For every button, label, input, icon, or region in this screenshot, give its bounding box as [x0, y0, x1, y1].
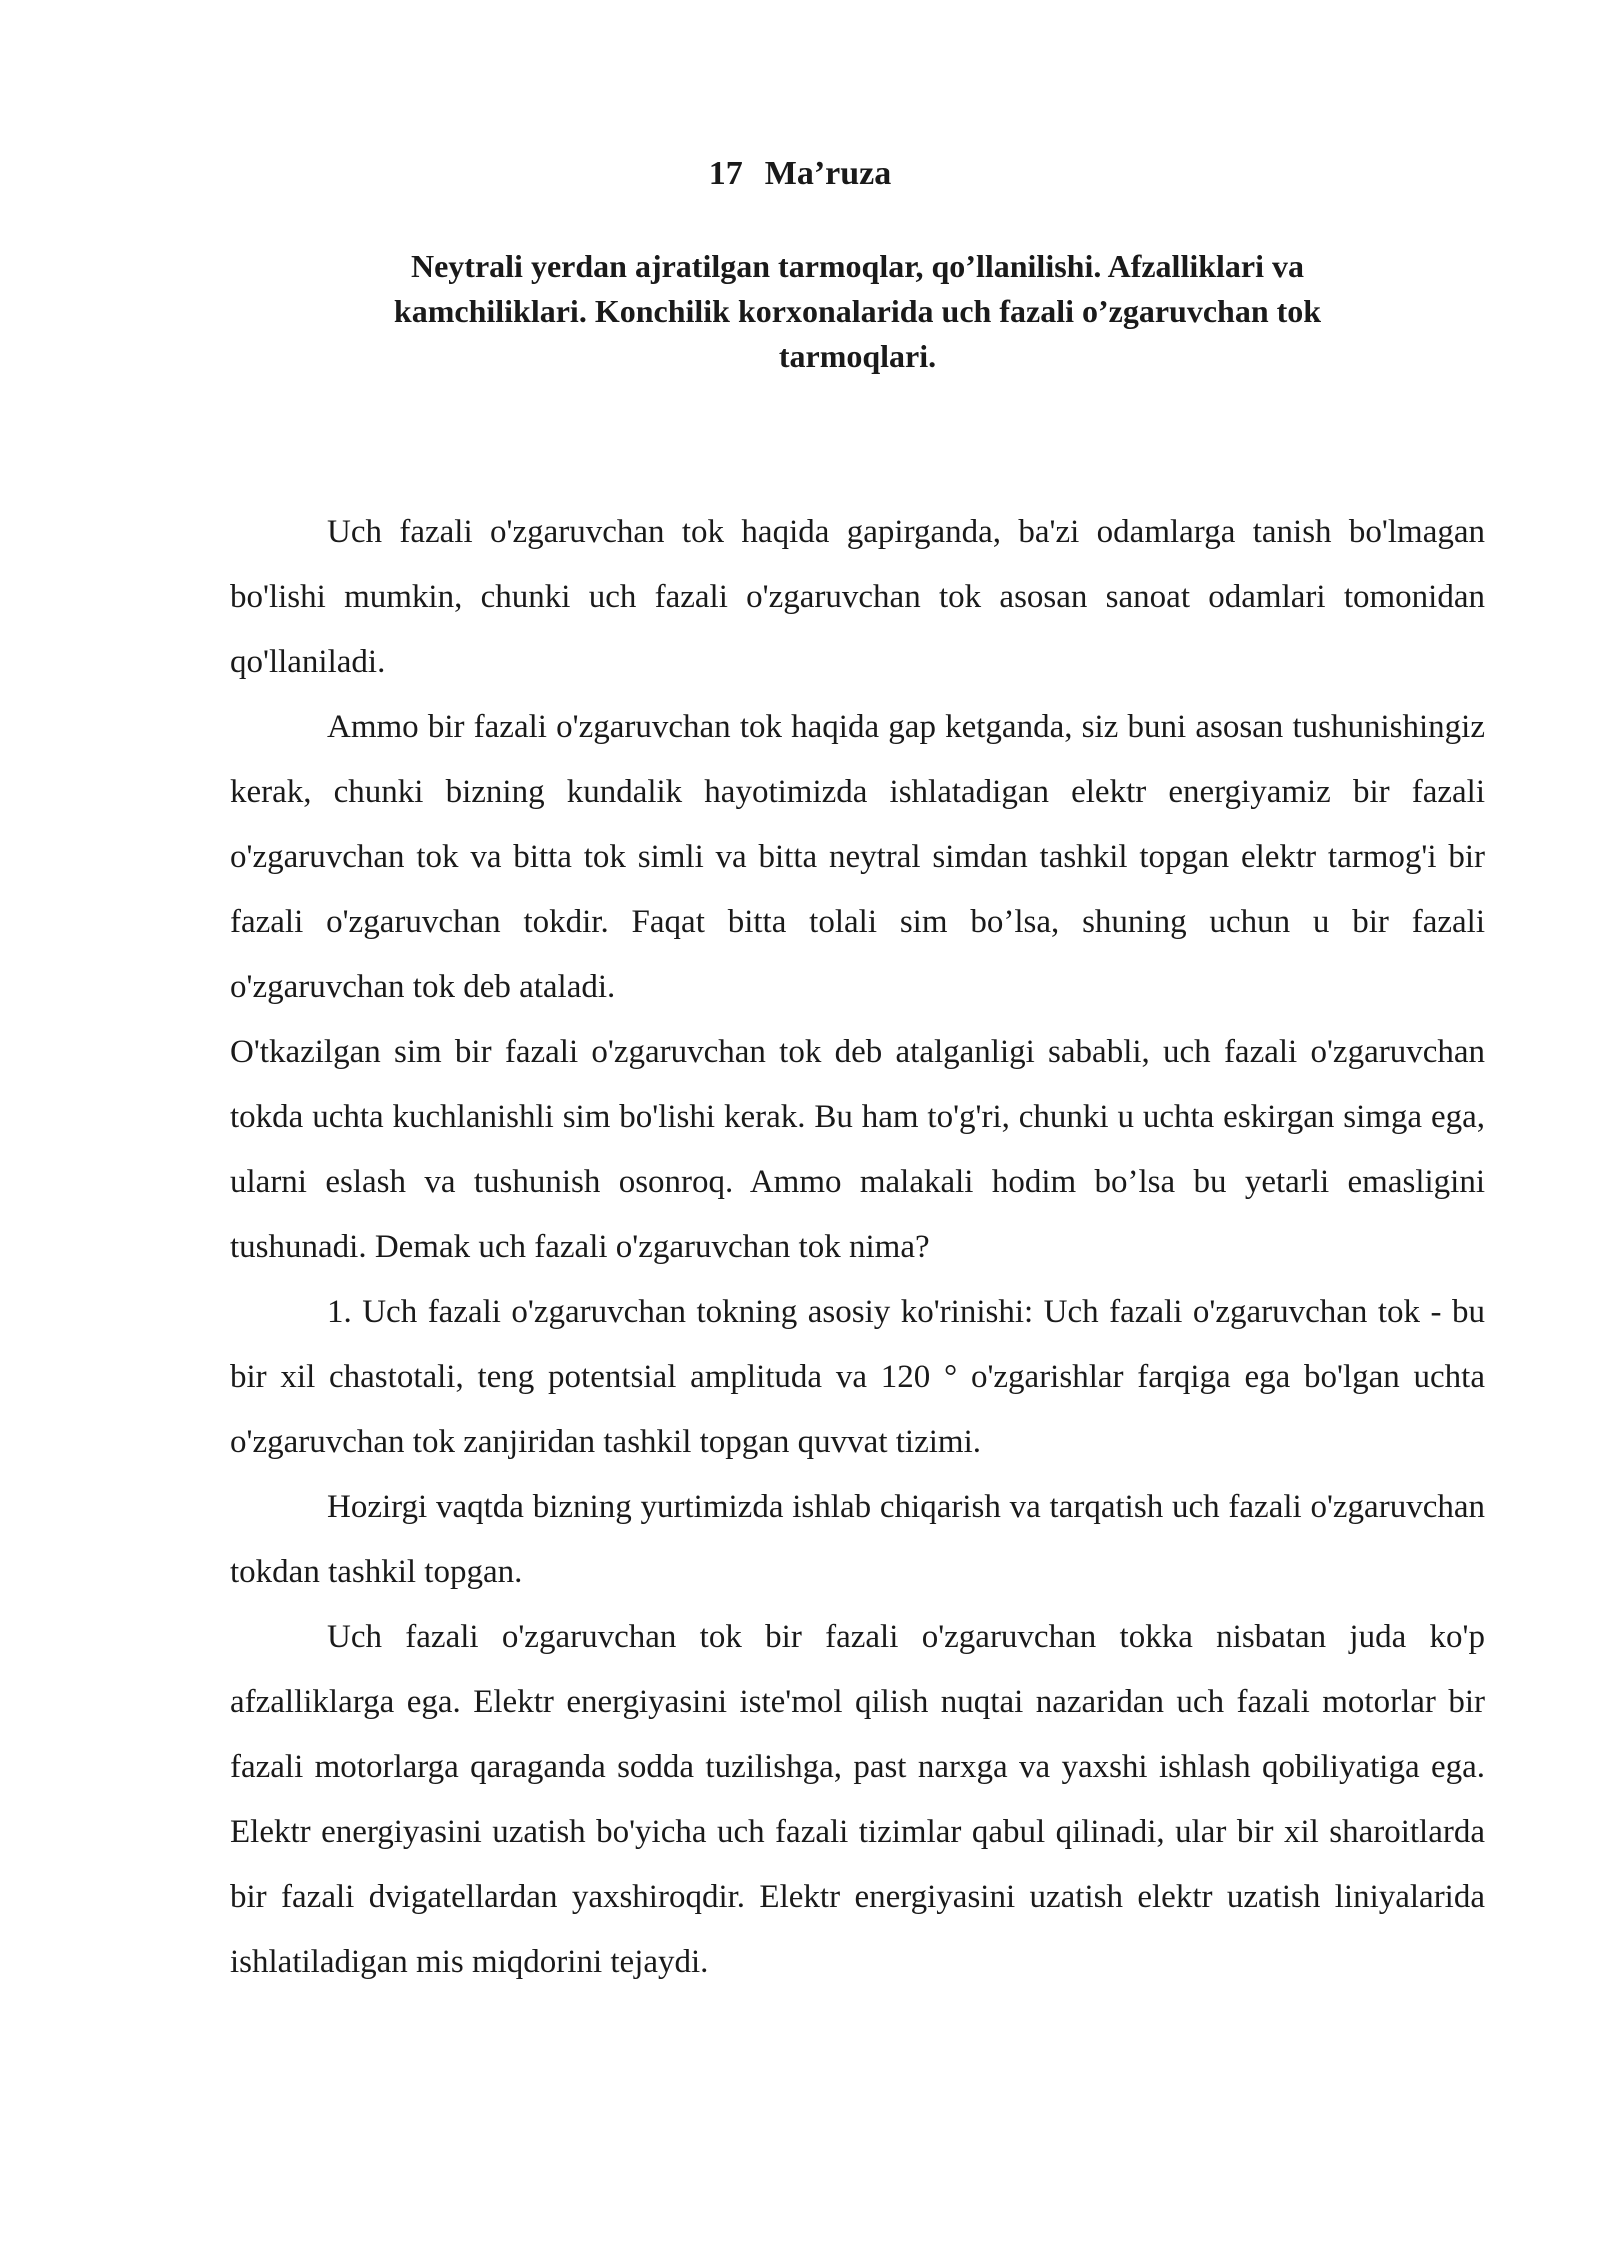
body-paragraph: O'tkazilgan sim bir fazali o'zgaruvchan tok deb atalganligi sababli, uch fazali o'zgaruvchan tokda uchta kuchlanishli sim bo'lishi kerak. Bu ham to'g'ri, chunki u uchta eskirgan simga ega, ularni eslash va tushunish osonroq. Ammo malakali hodim bo’lsa bu yetarli emasligini tushunadi. Demak uch fazali o'zgaruvchan tok nima?	[230, 1034, 1485, 1265]
body-paragraph: Hozirgi vaqtda bizning yurtimizda ishlab chiqarish va tarqatish uch fazali o'zgaruvchan tokdan tashkil topgan.	[230, 1489, 1485, 1590]
lecture-title-line: Neytrali yerdan ajratilgan tarmoqlar, qo’llanilishi. Afzalliklari va	[410, 248, 1304, 284]
lecture-title	[270, 244, 1445, 379]
body-paragraph: Uch fazali o'zgaruvchan tok bir fazali o'zgaruvchan tokka nisbatan juda ko'p afzalliklarga ega. Elektr energiyasini iste'mol qilish nuqtai nazaridan uch fazali motorlar bir fazali motorlarga qaraganda sodda tuzilishga, past narxga va yaxshi ishlash qobiliyatiga ega. Elektr energiyasini uzatish bo'yicha uch fazali tizimlar qabul qilinadi, ular bir xil sharoitlarda bir fazali dvigatellardan yaxshiroqdir. Elektr energiyasini uzatish elektr uzatish liniyalarida ishlatiladigan mis miqdorini tejaydi.	[230, 1619, 1485, 1980]
lecture-number: 17	[708, 155, 743, 192]
body-paragraph: 1. Uch fazali o'zgaruvchan tokning asosiy ko'rinishi: Uch fazali o'zgaruvchan tok - bu bir xil chastotali, teng potentsial amplituda va 120 ° o'zgarishlar farqiga ega bo'lgan uchta o'zgaruvchan tok zanjiridan tashkil topgan quvvat tizimi.	[230, 1294, 1485, 1460]
lecture-heading	[0, 152, 1600, 196]
lecture-title-line: kamchiliklari. Konchilik korxonalarida uch fazali o’zgaruvchan tok	[393, 293, 1322, 329]
lecture-label: Ma’ruza	[764, 155, 892, 192]
lecture-title-line: tarmoqlari.	[778, 338, 937, 374]
body-paragraph: Uch fazali o'zgaruvchan tok haqida gapirganda, ba'zi odamlarga tanish bo'lmagan bo'lishi mumkin, chunki uch fazali o'zgaruvchan tok asosan sanoat odamlari tomonidan qo'llaniladi.	[230, 514, 1485, 680]
lecture-body	[230, 500, 1485, 1995]
body-paragraph: Ammo bir fazali o'zgaruvchan tok haqida gap ketganda, siz buni asosan tushunishingiz kerak, chunki bizning kundalik hayotimizda ishlatadigan elektr energiyamiz bir fazali o'zgaruvchan tok va bitta tok simli va bitta neytral simdan tashkil topgan elektr tarmog'i bir fazali o'zgaruvchan tokdir. Faqat bitta tolali sim bo’lsa, shuning uchun u bir fazali o'zgaruvchan tok deb ataladi.	[230, 709, 1485, 1005]
